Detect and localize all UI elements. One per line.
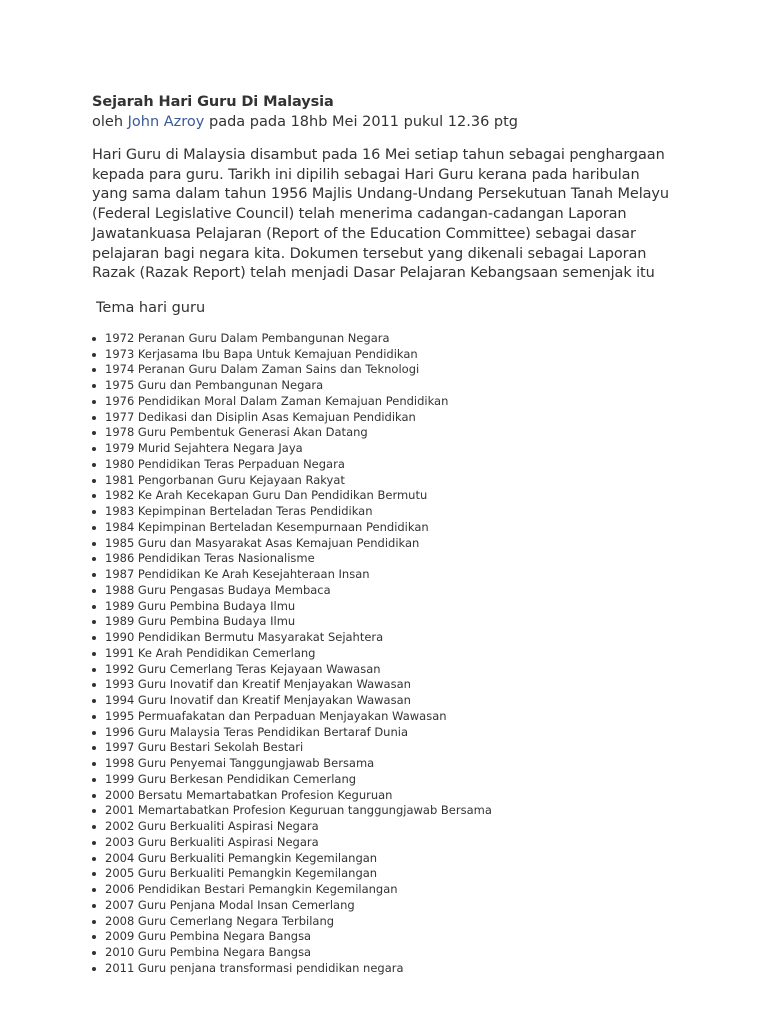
- theme-item: 2006 Pendidikan Bestari Pemangkin Kegemilangan: [92, 882, 692, 898]
- themes-list: [92, 331, 692, 977]
- themes-heading: Tema hari guru: [96, 299, 206, 316]
- theme-item: 1974 Peranan Guru Dalam Zaman Sains dan Teknologi: [92, 362, 692, 378]
- theme-item: 1985 Guru dan Masyarakat Asas Kemajuan Pendidikan: [92, 536, 692, 552]
- theme-item: 1984 Kepimpinan Berteladan Kesempurnaan Pendidikan: [92, 520, 692, 536]
- theme-item: 1988 Guru Pengasas Budaya Membaca: [92, 583, 692, 599]
- theme-item: 2007 Guru Penjana Modal Insan Cemerlang: [92, 898, 692, 914]
- byline-prefix: oleh: [92, 114, 128, 130]
- theme-item: 1980 Pendidikan Teras Perpaduan Negara: [92, 457, 692, 473]
- theme-item: 1975 Guru dan Pembangunan Negara: [92, 378, 692, 394]
- article: [92, 92, 692, 977]
- article-title: Sejarah Hari Guru Di Malaysia: [92, 94, 334, 110]
- intro-paragraph: Hari Guru di Malaysia disambut pada 16 Mei setiap tahun sebagai penghargaan kepada para guru. Tarikh ini dipilih sebagai Hari Guru kerana pada haribulan yang sama dalam tahun 1956 Majlis Undang-Undang Persekutuan Tanah Melayu (Federal Legislative Council) telah menerima cadangan-cadangan Laporan Jawatankuasa Pelajaran (Report of the Education Committee) sebagai dasar pelajaran bagi negara kita. Dokumen tersebut yang dikenali sebagai Laporan Razak (Razak Report) telah menjadi Dasar Pelajaran Kebangsaan semenjak itu: [92, 147, 670, 282]
- theme-item: 1973 Kerjasama Ibu Bapa Untuk Kemajuan Pendidikan: [92, 347, 692, 363]
- theme-item: 2003 Guru Berkualiti Aspirasi Negara: [92, 835, 692, 851]
- theme-item: 1996 Guru Malaysia Teras Pendidikan Bertaraf Dunia: [92, 725, 692, 741]
- theme-item: 2002 Guru Berkualiti Aspirasi Negara: [92, 819, 692, 835]
- theme-item: 2010 Guru Pembina Negara Bangsa: [92, 945, 692, 961]
- byline-date: pada pada 18hb Mei 2011 pukul 12.36 ptg: [204, 114, 518, 130]
- theme-item: 1976 Pendidikan Moral Dalam Zaman Kemajuan Pendidikan: [92, 394, 692, 410]
- theme-item: 1997 Guru Bestari Sekolah Bestari: [92, 740, 692, 756]
- theme-item: 1994 Guru Inovatif dan Kreatif Menjayakan Wawasan: [92, 693, 692, 709]
- theme-item: 2001 Memartabatkan Profesion Keguruan tanggungjawab Bersama: [92, 803, 692, 819]
- theme-item: 1986 Pendidikan Teras Nasionalisme: [92, 551, 692, 567]
- theme-item: 1987 Pendidikan Ke Arah Kesejahteraan Insan: [92, 567, 692, 583]
- theme-item: 2008 Guru Cemerlang Negara Terbilang: [92, 914, 692, 930]
- theme-item: 1977 Dedikasi dan Disiplin Asas Kemajuan Pendidikan: [92, 410, 692, 426]
- theme-item: 1983 Kepimpinan Berteladan Teras Pendidikan: [92, 504, 692, 520]
- theme-item: 1979 Murid Sejahtera Negara Jaya: [92, 441, 692, 457]
- theme-item: 1990 Pendidikan Bermutu Masyarakat Sejahtera: [92, 630, 692, 646]
- theme-item: 2004 Guru Berkualiti Pemangkin Kegemilangan: [92, 851, 692, 867]
- theme-item: 1999 Guru Berkesan Pendidikan Cemerlang: [92, 772, 692, 788]
- theme-item: 1998 Guru Penyemai Tanggungjawab Bersama: [92, 756, 692, 772]
- theme-item: 1995 Permuafakatan dan Perpaduan Menjayakan Wawasan: [92, 709, 692, 725]
- author-link[interactable]: John Azroy: [127, 114, 205, 130]
- theme-item: 1989 Guru Pembina Budaya Ilmu: [92, 614, 692, 630]
- theme-item: 2000 Bersatu Memartabatkan Profesion Keguruan: [92, 788, 692, 804]
- theme-item: 1972 Peranan Guru Dalam Pembangunan Negara: [92, 331, 692, 347]
- theme-item: 1978 Guru Pembentuk Generasi Akan Datang: [92, 425, 692, 441]
- theme-item: 1993 Guru Inovatif dan Kreatif Menjayakan Wawasan: [92, 677, 692, 693]
- theme-item: 2009 Guru Pembina Negara Bangsa: [92, 929, 692, 945]
- theme-item: 1989 Guru Pembina Budaya Ilmu: [92, 599, 692, 615]
- theme-item: 2011 Guru penjana transformasi pendidikan negara: [92, 961, 692, 977]
- theme-item: 1991 Ke Arah Pendidikan Cemerlang: [92, 646, 692, 662]
- theme-item: 1982 Ke Arah Kecekapan Guru Dan Pendidikan Bermutu: [92, 488, 692, 504]
- theme-item: 1981 Pengorbanan Guru Kejayaan Rakyat: [92, 473, 692, 489]
- theme-item: 1992 Guru Cemerlang Teras Kejayaan Wawasan: [92, 662, 692, 678]
- byline: [92, 112, 692, 132]
- theme-item: 2005 Guru Berkualiti Pemangkin Kegemilangan: [92, 866, 692, 882]
